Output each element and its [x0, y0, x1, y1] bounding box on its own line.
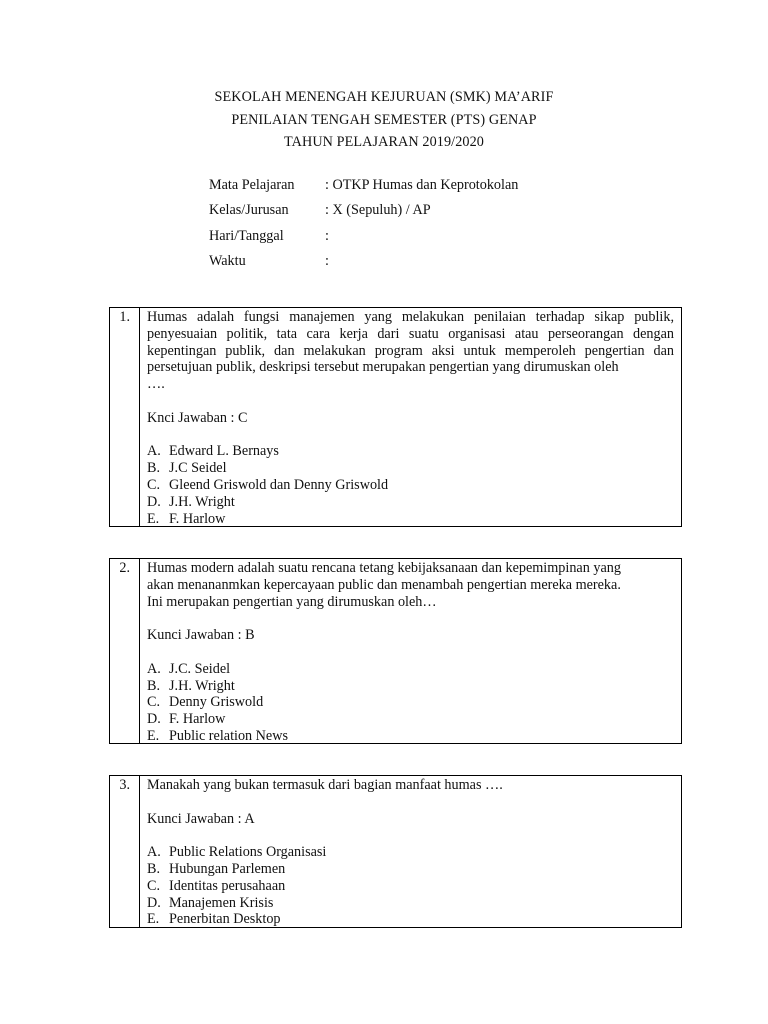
option-text: F. Harlow [169, 510, 226, 527]
option-letter: E. [147, 911, 160, 928]
question-body [147, 308, 674, 527]
option-letter: D. [147, 711, 161, 728]
option-text: Identitas perusahaan [169, 877, 286, 894]
info-value: : OTKP Humas dan Keprotokolan [325, 177, 519, 193]
info-label: Waktu [209, 252, 246, 269]
option-text: Penerbitan Desktop [169, 911, 281, 928]
question-number-cell [110, 308, 140, 526]
option-text: Manajemen Krisis [169, 894, 274, 911]
option-c [147, 878, 674, 895]
option-e [147, 511, 674, 528]
option-text: J.C. Seidel [169, 660, 231, 677]
option-letter: A. [147, 660, 161, 677]
option-text: Public relation News [169, 727, 288, 744]
option-letter: A. [147, 443, 161, 460]
answer-key: Knci Jawaban : C [147, 409, 248, 426]
exam-info [209, 175, 629, 276]
question-body [147, 776, 674, 928]
question-number-cell [110, 776, 140, 927]
answer-key: Kunci Jawaban : B [147, 627, 255, 644]
option-c [147, 477, 674, 494]
question-number: 1. [119, 309, 130, 325]
option-b [147, 861, 674, 878]
option-letter: B. [147, 677, 161, 694]
option-letter: C. [147, 476, 161, 493]
exam-title: PENILAIAN TENGAH SEMESTER (PTS) GENAP [231, 111, 537, 128]
info-value: : X (Sepuluh) / AP [325, 202, 431, 219]
info-row-time [209, 251, 629, 276]
option-letter: D. [147, 894, 161, 911]
answer-key: Kunci Jawaban : A [147, 810, 255, 827]
document-header [0, 86, 768, 154]
info-row-subject [209, 175, 629, 200]
info-row-class [209, 200, 629, 225]
option-text: J.C Seidel [169, 460, 227, 477]
option-a [147, 443, 674, 460]
option-text: Denny Griswold [169, 694, 264, 711]
option-b [147, 678, 674, 695]
info-label: Hari/Tanggal [209, 227, 284, 244]
option-text: Gleend Griswold dan Denny Griswold [169, 476, 389, 493]
option-e [147, 911, 674, 928]
option-d [147, 494, 674, 511]
question-text [147, 560, 674, 610]
option-text: Public Relations Organisasi [169, 844, 327, 861]
question-number-cell [110, 559, 140, 743]
option-letter: E. [147, 510, 160, 527]
question-box-1 [109, 307, 682, 527]
option-a [147, 661, 674, 678]
question-body [147, 559, 674, 745]
option-text: J.H. Wright [169, 677, 235, 694]
info-label: Mata Pelajaran [209, 177, 295, 193]
question-text-main: Humas adalah fungsi manajemen yang melakukan penilaian terhadap sikap publik, penyesuaian politik, tata cara kerja dari suatu organisasi atau perseorangan dengan kepentingan publik, dan melakukan program aksi untuk memperoleh pengertian dan persetujuan publik, deskripsi tersebut merupakan pengertian yang dirumuskan oleh [147, 309, 674, 376]
option-text: J.H. Wright [169, 493, 235, 510]
option-letter: A. [147, 844, 161, 861]
question-text-line: Ini merupakan pengertian yang dirumuskan oleh… [147, 593, 437, 610]
option-e [147, 728, 674, 745]
option-d [147, 895, 674, 912]
question-text-line: Manakah yang bukan termasuk dari bagian manfaat humas …. [147, 777, 503, 793]
question-text-line: akan menananmkan kepercayaan public dan menambah pengertian mereka mereka. [147, 576, 621, 593]
option-letter: D. [147, 493, 161, 510]
question-box-3 [109, 775, 682, 928]
academic-year: TAHUN PELAJARAN 2019/2020 [284, 134, 484, 150]
option-letter: C. [147, 694, 161, 711]
option-c [147, 694, 674, 711]
option-letter: B. [147, 860, 161, 877]
question-number: 3. [119, 777, 130, 793]
option-b [147, 460, 674, 477]
question-text [147, 309, 674, 393]
question-text-ellipsis: …. [147, 376, 165, 393]
info-row-date [209, 226, 629, 251]
option-text: Hubungan Parlemen [169, 860, 286, 877]
school-name: SEKOLAH MENENGAH KEJURUAN (SMK) MA’ARIF [214, 89, 554, 105]
option-a [147, 844, 674, 861]
option-letter: C. [147, 877, 161, 894]
info-label: Kelas/Jurusan [209, 202, 289, 219]
option-text: Edward L. Bernays [169, 443, 279, 460]
option-d [147, 711, 674, 728]
question-box-2 [109, 558, 682, 744]
info-value: : [325, 227, 329, 244]
info-value: : [325, 252, 329, 269]
option-text: F. Harlow [169, 711, 226, 728]
question-text-line: Humas modern adalah suatu rencana tetang kebijaksanaan dan kepemimpinan yang [147, 560, 621, 576]
option-letter: E. [147, 727, 160, 744]
question-number: 2. [119, 560, 130, 576]
option-letter: B. [147, 460, 161, 477]
question-text [147, 777, 674, 794]
